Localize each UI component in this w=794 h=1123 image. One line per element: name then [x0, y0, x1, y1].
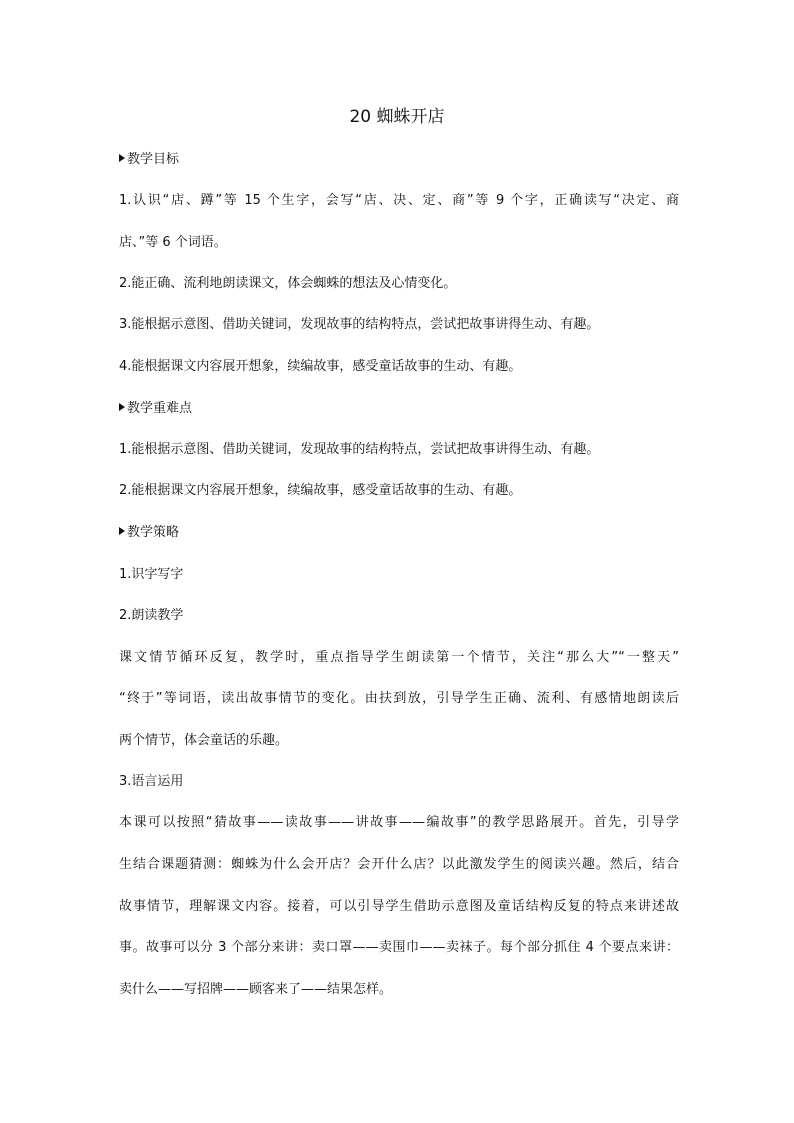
- paragraph-line: 3.能根据示意图、借助关键词，发现故事的结构特点，尝试把故事讲得生动、有趣。: [119, 317, 600, 332]
- paragraph-line: 两个情节，体会童话的乐趣。: [119, 733, 289, 748]
- paragraph-line: 2.能正确、流利地朗读课文，体会蜘蛛的想法及心情变化。: [119, 276, 457, 291]
- triangle-bullet-icon: [119, 403, 125, 411]
- paragraph-line: 1.认识“店、蹲”等 15 个生字，会写“店、决、定、商”等 9 个字，正确读写“决定、商: [119, 193, 679, 208]
- paragraph-line: 3.语言运用: [119, 774, 184, 789]
- heading-text: 教学目标: [127, 152, 180, 167]
- paragraph-line: 卖什么——写招牌——顾客来了——结果怎样。: [119, 982, 393, 997]
- paragraph-line: 2.朗读教学: [119, 608, 184, 623]
- triangle-bullet-icon: [119, 527, 125, 535]
- paragraph-line: 课文情节循环反复，教学时，重点指导学生朗读第一个情节，关注“那么大”“一整天”: [119, 650, 679, 665]
- triangle-bullet-icon: [119, 154, 125, 162]
- paragraph-line: 1.能根据示意图、借助关键词，发现故事的结构特点，尝试把故事讲得生动、有趣。: [119, 442, 600, 457]
- paragraph-line: 店、”等 6 个词语。: [119, 235, 227, 250]
- paragraph-line: 2.能根据课文内容展开想象，续编故事，感受童话故事的生动、有趣。: [119, 483, 522, 498]
- paragraph-line: 本课可以按照“猜故事——读故事——讲故事——编故事”的教学思路展开。首先，引导学: [119, 815, 679, 830]
- paragraph-line: 事。故事可以分 3 个部分来讲：卖口罩——卖围巾——卖袜子。每个部分抓住 4 个要点来讲：: [119, 940, 679, 955]
- document-title: 20 蜘蛛开店: [349, 107, 445, 127]
- heading-text: 教学重难点: [127, 401, 193, 416]
- heading-text: 教学策略: [127, 525, 180, 540]
- paragraph-line: 1.识字写字: [119, 567, 184, 582]
- section-heading-strategy: [119, 523, 679, 543]
- paragraph-line: 4.能根据课文内容展开想象，续编故事，感受童话故事的生动、有趣。: [119, 359, 522, 374]
- section-heading-key-points: [119, 399, 679, 419]
- paragraph-line: 生结合课题猜测：蜘蛛为什么会开店？会开什么店？以此激发学生的阅读兴趣。然后，结合: [119, 857, 679, 872]
- section-heading-teaching-goals: [119, 150, 679, 170]
- paragraph-line: 故事情节，理解课文内容。接着，可以引导学生借助示意图及童话结构反复的特点来讲述故: [119, 899, 679, 914]
- paragraph-line: “终于”等词语，读出故事情节的变化。由扶到放，引导学生正确、流利、有感情地朗读后: [119, 691, 679, 706]
